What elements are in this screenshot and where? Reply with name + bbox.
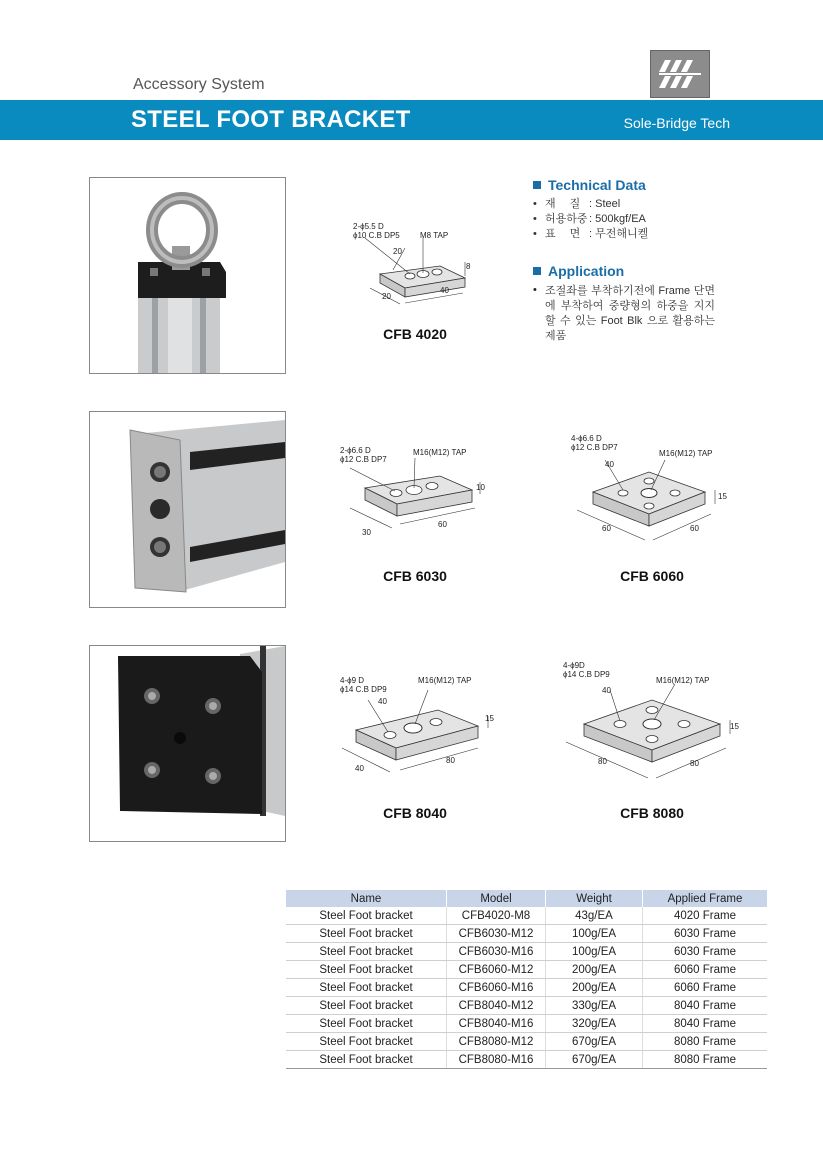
tech-value: : Steel	[589, 198, 621, 210]
hole-spec-line2: ϕ12 C.B DP7	[340, 455, 387, 464]
dim-c-cfb8080: 80	[598, 757, 607, 766]
table-header-weight: Weight	[546, 890, 643, 907]
tap-label-cfb6030: M16(M12) TAP	[413, 448, 467, 457]
hole-spec-line1: 2-ϕ6.6 D	[340, 446, 371, 455]
dim-a-cfb8040: 40	[378, 697, 387, 706]
cell-weight: 670g/EA	[546, 1051, 643, 1069]
drawing-cfb8080	[560, 676, 740, 791]
cell-weight: 100g/EA	[546, 943, 643, 961]
cell-weight: 320g/EA	[546, 1015, 643, 1033]
table-row	[286, 997, 767, 1015]
application-text: 조절좌를 부착하기전에 Frame 단면에 부착하여 중량형의 하중을 지지할 수 있는 Foot Blk 으로 활용하는 제품	[545, 285, 715, 342]
cell-name: Steel Foot bracket	[286, 1015, 447, 1033]
cell-frame: 6030 Frame	[643, 925, 768, 943]
hole-spec-cfb8080	[563, 661, 610, 679]
hole-spec-cfb6060	[571, 434, 618, 452]
brand-name: Sole-Bridge Tech	[623, 115, 730, 131]
table-row	[286, 1033, 767, 1051]
table-row	[286, 961, 767, 979]
table-row	[286, 1015, 767, 1033]
cell-model: CFB6060-M16	[447, 979, 546, 997]
cell-weight: 43g/EA	[546, 907, 643, 925]
application-bullet: •	[533, 284, 537, 296]
table-header-model: Model	[447, 890, 546, 907]
tech-key: 재 질	[545, 198, 581, 210]
hole-spec-cfb4020	[353, 222, 400, 240]
dim-d-cfb8080: 80	[690, 759, 699, 768]
product-photo-cfb6030	[89, 411, 286, 608]
hole-spec-line2: ϕ14 C.B DP9	[563, 670, 610, 679]
hole-spec-line2: ϕ12 C.B DP7	[571, 443, 618, 452]
dim-b-cfb6060: 15	[718, 492, 727, 501]
dim-d-cfb4020: 40	[440, 286, 449, 295]
category-label: Accessory System	[133, 76, 265, 93]
hole-spec-line1: 2-ϕ5.5 D	[353, 222, 384, 231]
cell-weight: 330g/EA	[546, 997, 643, 1015]
product-photo-cfb4020	[89, 177, 286, 374]
cell-model: CFB6030-M16	[447, 943, 546, 961]
cell-model: CFB8040-M12	[447, 997, 546, 1015]
cell-name: Steel Foot bracket	[286, 907, 447, 925]
cell-frame: 6030 Frame	[643, 943, 768, 961]
dim-a-cfb8080: 40	[602, 686, 611, 695]
cell-weight: 200g/EA	[546, 961, 643, 979]
product-photo-cfb8040	[89, 645, 286, 842]
cell-model: CFB6060-M12	[447, 961, 546, 979]
table-header-frame: Applied Frame	[643, 890, 768, 907]
model-label-cfb8040: CFB 8040	[383, 805, 447, 821]
model-label-cfb6060: CFB 6060	[620, 568, 684, 584]
cell-frame: 8080 Frame	[643, 1051, 768, 1069]
dim-a-cfb6030: 10	[476, 483, 485, 492]
dim-d-cfb6060: 60	[690, 524, 699, 533]
cell-weight: 100g/EA	[546, 925, 643, 943]
application-heading-text: Application	[548, 263, 625, 279]
hole-spec-line1: 4-ϕ9D	[563, 661, 585, 670]
cell-name: Steel Foot bracket	[286, 979, 447, 997]
dim-b-cfb6030: 30	[362, 528, 371, 537]
technical-data-heading-text: Technical Data	[548, 177, 646, 193]
hole-spec-cfb6030	[340, 446, 387, 464]
cell-name: Steel Foot bracket	[286, 1051, 447, 1069]
cell-frame: 8080 Frame	[643, 1033, 768, 1051]
cell-name: Steel Foot bracket	[286, 961, 447, 979]
table-row	[286, 943, 767, 961]
tech-row-material: • 재 질 : Steel	[533, 198, 621, 210]
tech-value: : 500kgf/EA	[589, 213, 646, 225]
cell-name: Steel Foot bracket	[286, 925, 447, 943]
table-header-name: Name	[286, 890, 447, 907]
tap-label-cfb6060: M16(M12) TAP	[659, 449, 713, 458]
dim-c-cfb8040: 40	[355, 764, 364, 773]
spec-table	[286, 890, 767, 1069]
hole-spec-cfb8040	[340, 676, 387, 694]
hole-spec-line2: ϕ10 C.B DP5	[353, 231, 400, 240]
dim-c-cfb6030: 60	[438, 520, 447, 529]
cell-name: Steel Foot bracket	[286, 1033, 447, 1051]
tech-key: 표 면	[545, 228, 581, 240]
cell-frame: 8040 Frame	[643, 1015, 768, 1033]
cell-frame: 6060 Frame	[643, 961, 768, 979]
cell-model: CFB4020-M8	[447, 907, 546, 925]
dim-c-cfb6060: 60	[602, 524, 611, 533]
dim-b-cfb4020: 8	[466, 262, 471, 271]
table-row	[286, 907, 767, 925]
hole-spec-line1: 4-ϕ9 D	[340, 676, 365, 685]
hole-spec-line1: 4-ϕ6.6 D	[571, 434, 602, 443]
tap-label-cfb8040: M16(M12) TAP	[418, 676, 472, 685]
table-row	[286, 979, 767, 997]
dim-d-cfb8040: 80	[446, 756, 455, 765]
cell-name: Steel Foot bracket	[286, 997, 447, 1015]
tech-key: 허용하중	[545, 213, 588, 225]
application-heading	[533, 263, 624, 279]
technical-data-list	[533, 197, 733, 242]
tech-value: : 무전해니켈	[589, 228, 649, 240]
cell-model: CFB8080-M16	[447, 1051, 546, 1069]
table-row	[286, 1051, 767, 1069]
cell-model: CFB8040-M16	[447, 1015, 546, 1033]
cell-frame: 6060 Frame	[643, 979, 768, 997]
cell-weight: 200g/EA	[546, 979, 643, 997]
dim-b-cfb8080: 15	[730, 722, 739, 731]
page-title: STEEL FOOT BRACKET	[131, 106, 411, 133]
cell-name: Steel Foot bracket	[286, 943, 447, 961]
model-label-cfb6030: CFB 6030	[383, 568, 447, 584]
cell-frame: 8040 Frame	[643, 997, 768, 1015]
model-label-cfb8080: CFB 8080	[620, 805, 684, 821]
model-label-cfb4020: CFB 4020	[383, 326, 447, 342]
tap-label-cfb4020: M8 TAP	[420, 231, 449, 240]
cell-frame: 4020 Frame	[643, 907, 768, 925]
tap-label-cfb8080: M16(M12) TAP	[656, 676, 710, 685]
cell-model: CFB6030-M12	[447, 925, 546, 943]
table-row	[286, 925, 767, 943]
technical-data-heading	[533, 177, 646, 193]
company-logo-icon	[650, 50, 710, 98]
tech-row-surface: • 표 면 : 무전해니켈	[533, 228, 649, 240]
hole-spec-line2: ϕ14 C.B DP9	[340, 685, 387, 694]
table-header-row	[286, 890, 767, 907]
dim-c-cfb4020: 20	[382, 292, 391, 301]
cell-model: CFB8080-M12	[447, 1033, 546, 1051]
cell-weight: 670g/EA	[546, 1033, 643, 1051]
tech-row-load: • 허용하중: 500kgf/EA	[533, 213, 646, 225]
dim-a-cfb6060: 40	[605, 460, 614, 469]
dim-b-cfb8040: 15	[485, 714, 494, 723]
dim-a-cfb4020: 20	[393, 247, 402, 256]
drawing-cfb6060	[565, 448, 735, 553]
